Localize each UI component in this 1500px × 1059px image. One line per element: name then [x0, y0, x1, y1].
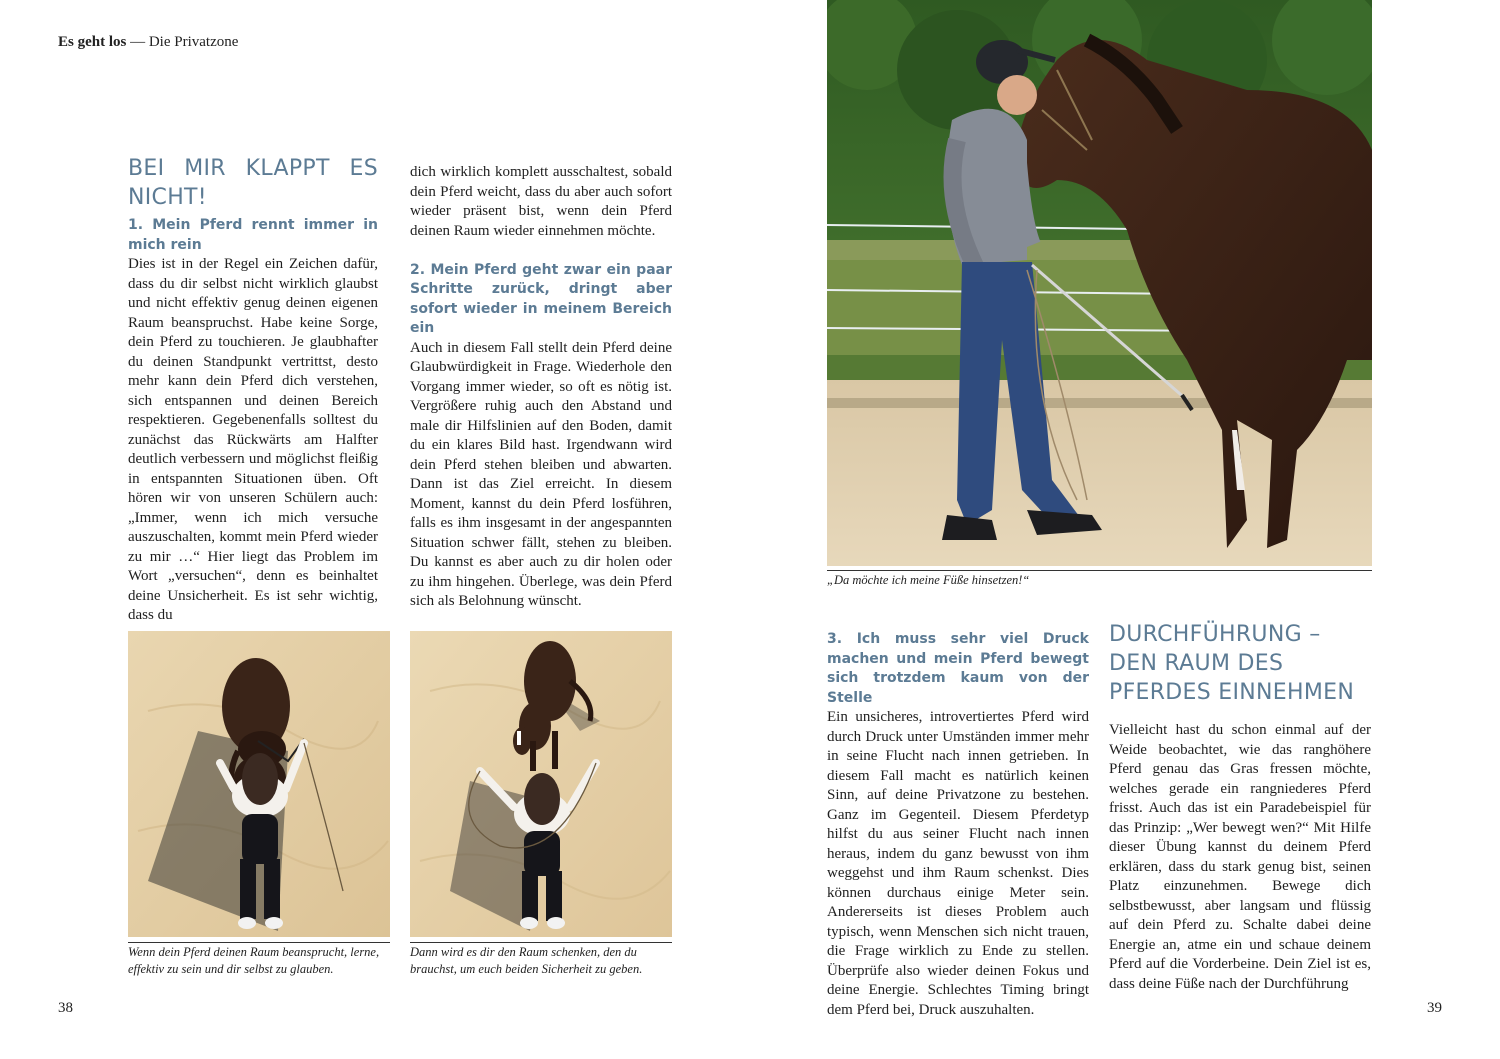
item2-text: Auch in diesem Fall stellt dein Pferd deine Glaubwürdigkeit in Frage. Wiederhole den Vorgang immer wieder, so oft es nötig ist. Vergrößere ruhig auch den Abstand und male dir Hilfslinien auf den Boden, damit du ein klares Bild hast. Irgendwann wird dein Pferd stehen bleiben und abwarten. Dann ist das Ziel erreicht. In diesem Moment, kannst du dein Pferd losführen, falls es ihm insgesamt in der angespannten Situation schwer fällt, stehen zu bleiben. Du kannst es aber auch zu dir holen oder zu ihm hingehen. Überlege, was dein Pferd sich als Belohnung wünscht. — [410, 339, 672, 609]
page-number-right: 39 — [1427, 1000, 1442, 1016]
item1-text-continued: dich wirklich komplett ausschaltest, sobald dein Pferd weicht, dass du aber auch sofort wieder präsent bist, wenn dein Pferd deinen Raum wieder einnehmen möchte. — [410, 164, 672, 239]
item3-text: Ein unsicheres, introvertiertes Pferd wird durch Druck unter Umständen immer mehr in seine Flucht nach innen getrieben. In diesem Fall macht es natürlich keinen Sinn, auf deine Privatzone zu bestehen. Ganz im Gegenteil. Diesem Pferdetyp hilfst du aus seiner Flucht nach innen heraus, indem du ganz bewusst von ihm weggehst und ihm Raum schenkst. Dies können durchaus einige Meter sein. Andererseits ist dieses Problem auch typisch, wenn Menschen sich nicht trauen, die Frage wirklich zu Ende zu stellen. Überprüfe also wieder deinen Fokus und deine Energie. Schlechtes Timing bringt dem Pferd bei, Druck auszuhalten. — [827, 709, 1089, 1018]
running-head-section: Die Privatzone — [148, 34, 239, 50]
running-head — [58, 34, 238, 51]
item2-title: 2. Mein Pferd geht zwar ein paar Schritte zurück, dringt aber sofort wieder in meinem Bereich ein — [410, 261, 672, 336]
right-page — [750, 0, 1500, 1059]
running-head-separator: — — [130, 34, 146, 50]
right-column-1 — [827, 630, 1089, 1020]
section-heading-2: DURCHFÜHRUNG – DEN RAUM DES PFERDES EINNEHMEN — [1109, 622, 1355, 705]
item1-title: 1. Mein Pferd rennt immer in mich rein — [128, 217, 378, 253]
caption-photo-left: Wenn dein Pferd deinen Raum beansprucht, lerne, effektiv zu sein und dir selbst zu glauben. — [128, 945, 380, 976]
section-heading: BEI MIR KLAPPT ES NICHT! — [128, 156, 378, 210]
photo-overhead-horse-left — [128, 631, 390, 937]
photo-overhead-horse-right — [410, 631, 672, 937]
left-column-2 — [410, 163, 672, 612]
text2: Vielleicht hast du schon einmal auf der Weide beobachtet, wie das ranghöhere Pferd genau das Gras fressen möchte, welches gerade ein rangniederes Pferd frisst. Auch das ist ein Paradebeispiel für das Prinzip: „Wer bewegt wen?“ Mit Hilfe dieser Übung kannst du deinem Pferd erklären, dass du stark genug bist, seinen Platz einzunehmen. Bewege dich selbstbewusst, aber langsam und flüssig auf dein Pferd zu. Schalte dabei deine Energie an, atme ein und schaue deinem Pferd auf die Vorderbeine. Dein Ziel ist es, dass deine Füße nach der Durchführung — [1109, 722, 1371, 992]
left-column-1 — [128, 154, 378, 626]
running-head-chapter: Es geht los — [58, 34, 127, 50]
photo-man-with-horse — [827, 0, 1372, 566]
right-column-2 — [1109, 620, 1371, 994]
item3-title: 3. Ich muss sehr viel Druck machen und mein Pferd bewegt sich trotzdem kaum von der Stelle — [827, 631, 1089, 706]
page-number-left: 38 — [58, 1000, 73, 1016]
caption-photo-main: „Da möchte ich meine Füße hinsetzen!“ — [827, 573, 1030, 587]
item1-text: Dies ist in der Regel ein Zeichen dafür, dass du dir selbst nicht wirklich glaubst und nicht effektiv genug deinen eigenen Raum beanspruchst. Habe keine Sorge, dein Pferd zu touchieren. Je glaubhafter du deinen Standpunkt vertrittst, desto mehr kann dein Pferd dich verstehen, sich entspannen und deinen Bereich respektieren. Gegebenenfalls solltest du zunächst das Rückwärts am Halfter deutlich verbessern und möglichst fleißig in entspannten Situationen üben. Oft hören wir von unseren Schülern auch: „Immer, wenn ich mich versuche auszuschalten, kommt mein Pferd wieder zu mir …“ Hier liegt das Problem im Wort „versuchen“, denn es beinhaltet deine Unsicherheit. Es ist sehr wichtig, dass du — [128, 256, 378, 623]
caption-photo-right: Dann wird es dir den Raum schenken, den du brauchst, um euch beiden Sicherheit zu geben. — [410, 945, 643, 976]
